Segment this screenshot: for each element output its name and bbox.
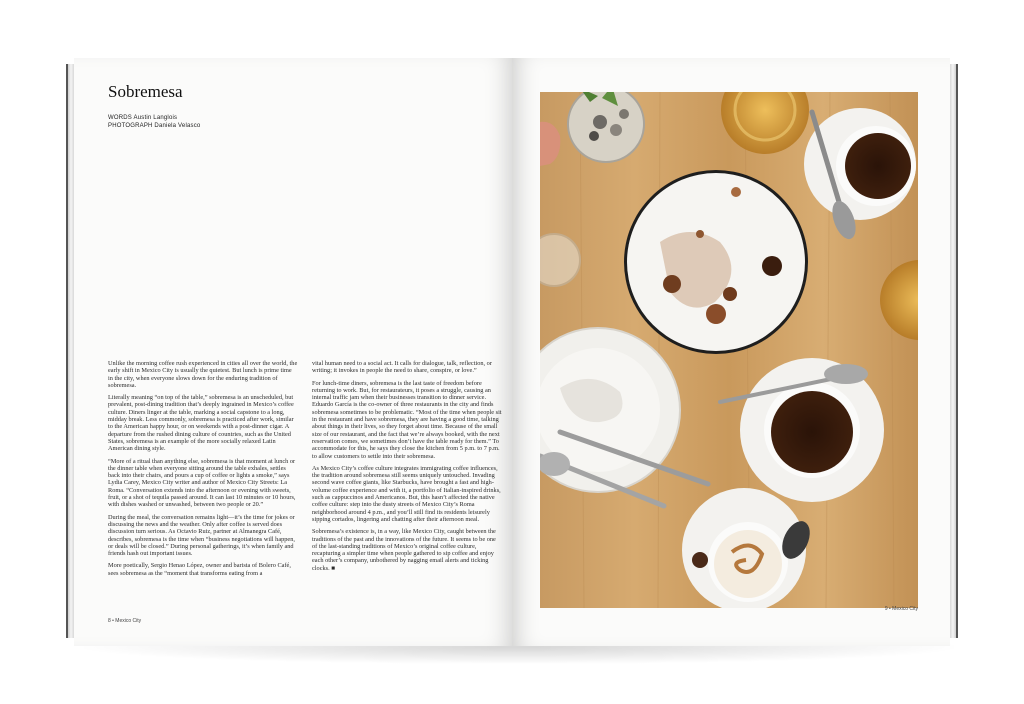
paragraph: Sobremesa’s existence is, in a way, like Mexico City, caught between the traditions of the past and the innovations of the future. It seems to be one of the last-standing traditions of Mexico’s original coffee culture, recapturing a simpler time when people gathered to sip coffee and enjoy each other’s company, unbothered by nagging email alerts and ticking clocks. ■ [312,528,496,572]
dessert-plate [624,170,808,354]
paragraph: For lunch-time diners, sobremesa is the last taste of freedom before returning to work. But, for restaurateurs, it poses a struggle, causing an internal traffic jam when their businesses transition to dinner service. Eduardo García is the co-owner of three restaurants in the city and finds sobremesa sometimes to be problematic. “Most of the time when people sit in the restaurant and have sobremesa, they are having a good time, talking about things in their lives, so they forget about time. Because of the small size of our restaurant, and the fact that we’re always booked, with the next reservation comes, we sometimes don’t have the table ready for them.” To accommodate for this, he says they close the kitchen from 5 p.m. to 7 p.m. to allow customers to settle into their sobremesa. [312,379,502,460]
paragraph: Unlike the morning coffee rush experienced in cities all over the world, the early shift in Mexico City is usually the quietest. But lunch is prime time in the city, when everyone slows down for the enduring tradition of sobremesa. [108,360,298,389]
article-title: Sobremesa [108,82,183,101]
magazine-spread [66,58,958,646]
text-column-2 [312,360,502,577]
article-credits [108,114,200,130]
page-number-right: 9 • Mexico City [884,606,918,612]
paragraph: During the meal, the conversation remains light—it’s the time for jokes or discussing the news and the weather. Only after coffee is served does discussion turn serious. As Octavio Ruiz, partner at Almanegra Café, describes, sobremesa is the time when “business negotiations will happen, or deals will be closed.” During personal gatherings, it’s when family and friends hash out important issues. [108,513,295,558]
plant-pot [568,92,644,162]
words-credit: WORDS Austin Langlois [108,115,178,121]
table-photograph [540,92,918,608]
paragraph: “More of a ritual than anything else, sobremesa is that moment at lunch or the dinner table when everyone sitting around the table exhales, settles back into their chairs, and pours a cup of coffee or lights a smoke,” says Lydia Carey, Mexico City writer and author of Mexico City Streets: La Roma. “Conversation extends into the afternoon or evening with sweets, fruit, or a shot of tequila passed around. It can last 10 minutes or 10 hours, with dishes washed or unwashed, between two people or 20.” [108,457,296,509]
paragraph: Literally meaning “on top of the table,” sobremesa is an unscheduled, but prevalent, post-dining tradition that’s deeply ingrained in Mexico’s coffee culture. Diners linger at the table, marking a social capstone to a long, midday break. Less commonly, sobremesa is practiced after work, similar to the American happy hour, or on weekends with a post-dinner cigar. A departure from the rushed dining culture of countries, such as the United States, sobremesa is an example of the more socially relaxed Latin American dining style. [108,394,294,453]
paragraph: More poetically, Sergio Henao López, owner and barista of Bolero Café, sees sobremesa as the “moment that transforms eating from a [108,562,291,577]
paragraph: vital human need to a social act. It calls for dialogue, talk, reflection, or writing; it invokes in people the need to share, conspire, or love.” [312,360,492,375]
text-column-1 [108,360,298,582]
paragraph: As Mexico City’s coffee culture integrates immigrating coffee influences, the tradition around sobremesa still seems uniquely untouched. Invading second wave coffee giants, like Starbucks, have brought a fast and high-volume coffee experience and with it, a portfolio of Italian-inspired drinks, such as cappuccinos and Americanos. But, this hasn’t affected the native coffee culture: step into the dusty streets of Mexico City’s Roma neighborhood around 4 p.m., and you’ll still find its residents leisurely sipping cortados, lingering and chatting after their afternoon meal. [312,464,501,523]
left-page [74,58,512,646]
photograph-credit: PHOTOGRAPH Daniela Velasco [108,123,201,129]
right-page [512,58,950,646]
page-number-left: 8 • Mexico City [108,618,142,624]
